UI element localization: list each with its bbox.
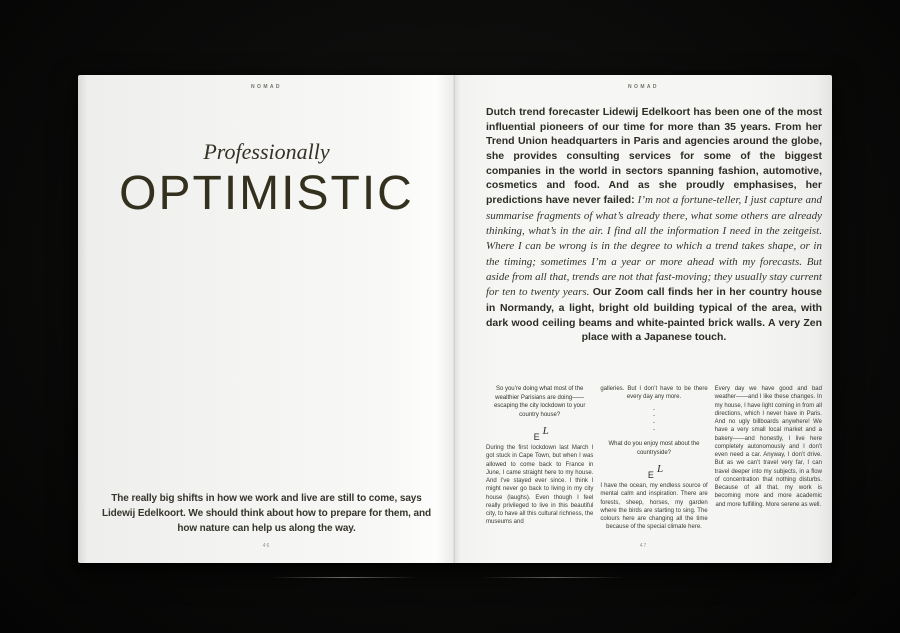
interview-column-1 [486,385,593,532]
page-left [78,75,455,563]
running-head-left: NOMAD [251,84,282,90]
dash-divider [600,407,707,435]
interview-answer: I have the ocean, my endless source of mental calm and inspiration. There are forests, sheep, horses, my garden where the birds are starting to sing. The colours here are changing all the time because of the special climate here. [600,483,708,531]
monogram-initial-l: L [542,425,549,438]
folio-right: 47 [639,543,648,549]
dash: - [652,427,655,434]
intro-tail: Our Zoom call finds her in her country house in Normandy, a light, bright old building typical of the area, with dark wood ceiling beams and white-painted brick walls. A very Zen place with a Japanese touch. [486,286,822,344]
title-block [78,139,455,218]
standfirst: The really big shifts in how we work and live are still to come, says Lidewij Edelkoort. We should think about how to prepare for them, and how nature can help us along the way. [101,493,432,534]
interview-column-3 [715,385,822,532]
kicker: Professionally [203,139,330,164]
monogram-initial-e: E [533,432,540,443]
magazine-spread [78,75,832,563]
running-head-right: NOMAD [628,84,659,90]
folio-left: 46 [262,543,271,549]
surface-reflection-right [482,577,624,578]
intro-quote: I’m not a fortune-teller, I just capture and summarise fragments of what’s already there, what some others are already thinking, what’s in the air. I find all the information I need in the zeitgeist. Where I can be wrong is in the degree to which a trend takes shape, or in the timing; sometimes I’m a year or more ahead with my forecasts. But aside from all that, trends are not that fast-moving; they usually stay current for ten to twenty years. [486,194,822,299]
monogram-initial-e: E [647,470,654,481]
interview-answer-continued: galleries. But I don’t have to be there every day any more. [600,386,708,401]
interview-answer: During the first lockdown last March I got stuck in Cape Town, but when I was allowed to come back to France in June, I came straight here to my house. And I’ve stayed ever since. I think I might never go back to living in my city house (laughs). Even though I feel really privileged to live in this beautiful city, to have all this cultural richness, the museums and [486,445,594,526]
article-title: OPTIMISTIC [119,167,414,220]
interview-question: So you’re doing what most of the wealthier Parisians are doing——escaping the city lockdown to your country house? [493,386,586,418]
interview-column-2 [600,385,707,532]
monogram-initial-l: L [656,463,664,476]
intro-lead: Dutch trend forecaster Lidewij Edelkoort has been one of the most influential pioneers of our time for more than 35 years. From her Trend Union headquarters in Paris and agencies around the globe, she provides consulting services for some of the biggest companies in the world in sectors spanning fashion, automotive, cosmetics and food. And as she proudly emphasises, her predictions have never failed: [486,106,822,207]
interviewee-monogram [600,463,707,481]
interview-answer: Every day we have good and bad weather——and I like these changes. In my house, I have light coming in from all directions, which I never have in Paris. And no ugly billboards anywhere! We have a very small local market and a bakery——and honestly, I live here completely autonomously and I don’t even need a car. Anyway, I don’t drive. But as we can’t travel very far, I can travel deeper into my subjects, in a flow of concentration that nothing disturbs. Because of all that, my work is becoming more and more academic and more fulfilling. More serene as well. [714,386,822,508]
page-right [455,75,832,563]
intro-paragraph [486,105,822,345]
interview-columns [486,385,822,532]
surface-reflection-left [272,577,417,578]
interview-question: What do you enjoy most about the countryside? [608,441,700,456]
interviewee-monogram [486,425,593,443]
dash: - [652,420,655,427]
dash: - [652,406,655,413]
dash: - [652,413,655,420]
